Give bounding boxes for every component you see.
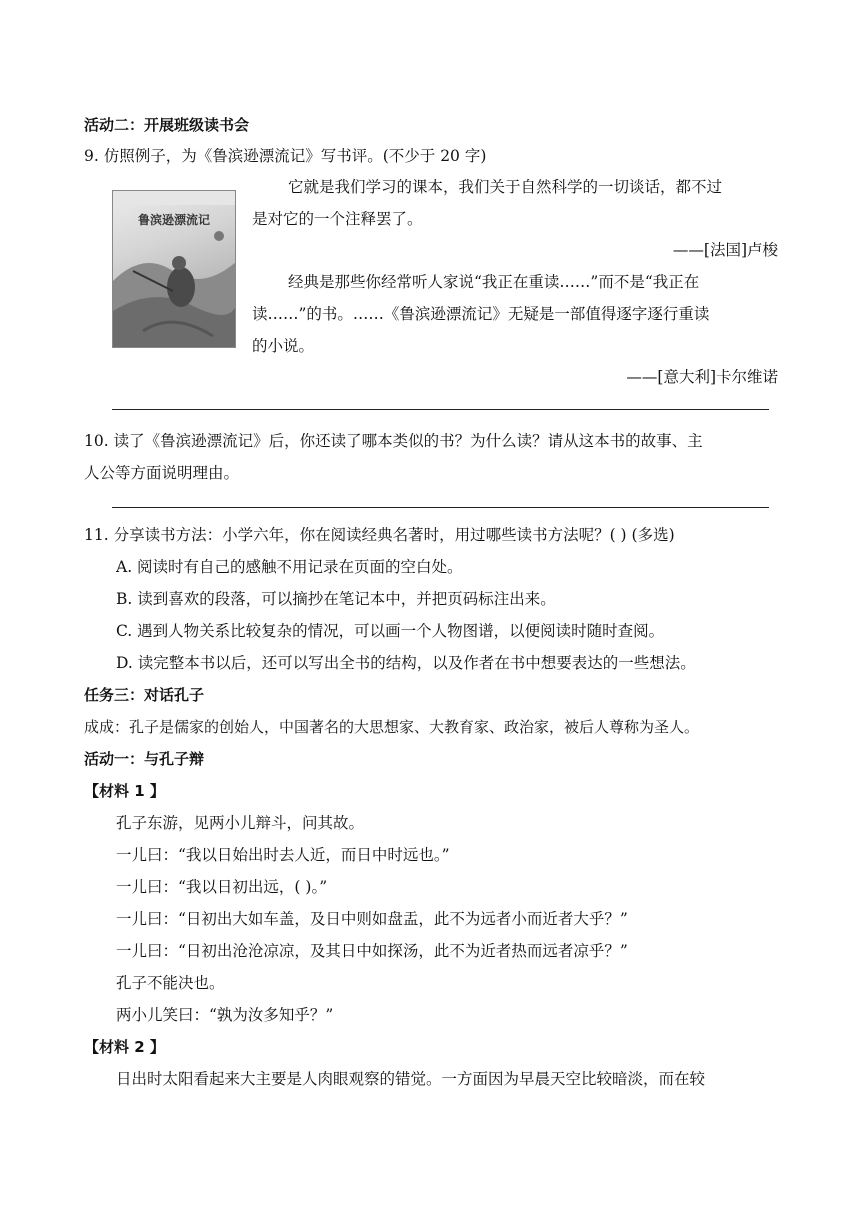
quote2-line2: 读……”的书。……《鲁滨逊漂流记》无疑是一部值得逐字逐行重读 (252, 305, 710, 323)
q11-option-a: A. 阅读时有自己的感触不用记录在页面的空白处。 (116, 558, 463, 576)
material1-line: 一儿曰：“我以日始出时去人近，而日中时远也。” (116, 846, 450, 864)
book-cover-title: 鲁滨逊漂流记 (137, 213, 210, 227)
task3-heading: 任务三：对话孔子 (84, 686, 205, 704)
q11-option-d: D. 读完整本书以后，还可以写出全书的结构，以及作者在书中想要表达的一些想法。 (116, 654, 696, 672)
question-10-line2: 人公等方面说明理由。 (84, 464, 240, 482)
activity1-heading: 活动一：与孔子辩 (84, 750, 205, 768)
material1-line: 孔子不能决也。 (116, 974, 225, 992)
material1-line: 一儿曰：“我以日初出远，( )。” (116, 878, 328, 896)
quote2-source: ——[意大利]卡尔维诺 (626, 368, 778, 386)
quote2-line3: 的小说。 (252, 337, 315, 355)
q11-option-c: C. 遇到人物关系比较复杂的情况，可以画一个人物图谱，以便阅读时随时查阅。 (116, 622, 665, 640)
task3-intro: 成成：孔子是儒家的创始人，中国著名的大思想家、大教育家、政治家，被后人尊称为圣人。 (84, 718, 700, 736)
material1-line: 一儿曰：“日初出大如车盖，及日中则如盘盂，此不为远者小而近者大乎？” (116, 910, 628, 928)
material1-line: 一儿曰：“日初出沧沧凉凉，及其日中如探汤，此不为近者热而远者凉乎？” (116, 942, 628, 960)
activity2-heading: 活动二：开展班级读书会 (84, 116, 250, 134)
q11-option-b: B. 读到喜欢的段落，可以摘抄在笔记本中，并把页码标注出来。 (116, 590, 556, 608)
quote1-line2: 是对它的一个注释罢了。 (252, 210, 423, 228)
question-11-prompt: 11. 分享读书方法：小学六年，你在阅读经典名著时，用过哪些读书方法呢？( ) (多选) (84, 526, 675, 544)
book-cover-image (112, 190, 236, 348)
material1-line: 两小儿笑曰：“孰为汝多知乎？” (116, 1006, 334, 1024)
material2-heading: 【材料 2 】 (84, 1038, 165, 1056)
q10-answer-line[interactable] (112, 507, 769, 508)
quote2-line1: 经典是那些你经常听人家说“我正在重读……”而不是“我正在 (288, 273, 700, 291)
question-9-prompt: 9. 仿照例子，为《鲁滨逊漂流记》写书评。(不少于 20 字) (84, 147, 487, 165)
question-10-line1: 10. 读了《鲁滨逊漂流记》后，你还读了哪本类似的书？为什么读？请从这本书的故事、主 (84, 432, 703, 450)
material1-line: 孔子东游，见两小儿辩斗，问其故。 (116, 814, 365, 832)
material2-line1: 日出时太阳看起来大主要是人肉眼观察的错觉。一方面因为早晨天空比较暗淡，而在较 (116, 1070, 706, 1088)
material1-heading: 【材料 1 】 (84, 782, 165, 800)
q9-answer-line[interactable] (112, 409, 769, 410)
quote1-line1: 它就是我们学习的课本，我们关于自然科学的一切谈话，都不过 (288, 178, 723, 196)
quote1-source: ——[法国]卢梭 (672, 241, 778, 259)
